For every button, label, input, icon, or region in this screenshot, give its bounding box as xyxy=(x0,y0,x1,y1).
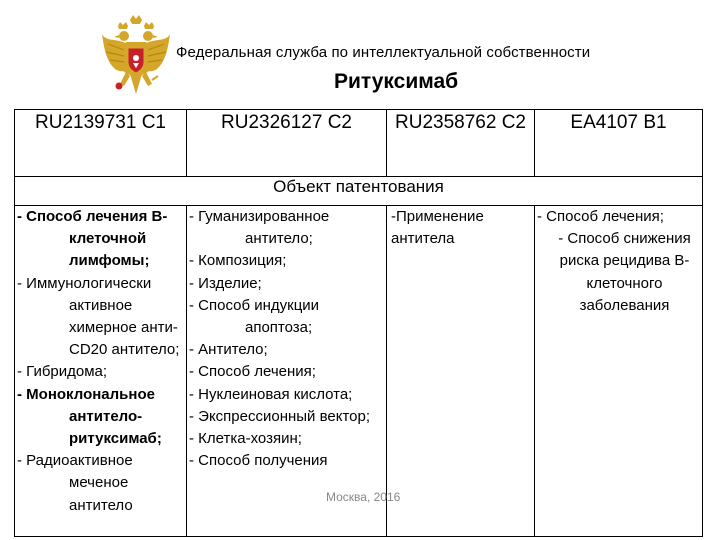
claim-item: - Композиция; xyxy=(189,252,287,270)
agency-name: Федеральная служба по интеллектуальной собственности xyxy=(176,44,591,61)
claim-item: - Способ лечения B-клеточной лимфомы; xyxy=(17,208,168,270)
coat-of-arms-icon xyxy=(100,14,172,104)
patent-number-header: EA4107 B1 xyxy=(535,110,703,177)
patent-header-row xyxy=(15,110,703,177)
footer-location-year: Москва, 2016 xyxy=(326,490,401,504)
claim-item: - Экспрессионный вектор; xyxy=(189,407,371,425)
claim-item: - Изделие; xyxy=(189,274,262,292)
claim-item: - Способ лечения; xyxy=(537,208,664,225)
claim-item: - Гуманизированное антитело; xyxy=(189,208,330,248)
claims-cell-ru2358762 xyxy=(387,206,535,537)
patent-table xyxy=(14,109,703,537)
claim-item: - Клетка-хозяин; xyxy=(189,430,302,448)
claims-cell-ea4107 xyxy=(535,206,703,537)
section-label: Объект патентования xyxy=(15,177,703,206)
claims-row xyxy=(15,206,703,537)
claim-item: - Гибридома; xyxy=(17,363,108,381)
claim-item: - Радиоактивное меченое антитело xyxy=(17,452,133,514)
claim-item: - Нуклеиновая кислота; xyxy=(189,385,353,403)
claims-cell-ru2139731 xyxy=(15,206,187,537)
claims-cell-ru2326127 xyxy=(187,206,387,537)
patent-number-header: RU2326127 C2 xyxy=(187,110,387,177)
claim-item: -Применение антитела xyxy=(391,208,484,248)
patent-number-header: RU2358762 C2 xyxy=(387,110,535,177)
section-row xyxy=(15,177,703,206)
claim-item: - Моноклональное антитело-ритуксимаб; xyxy=(17,385,162,448)
claim-item: - Способ лечения; xyxy=(189,363,316,381)
claim-item: - Способ получения xyxy=(189,452,328,470)
claim-item: - Антитело; xyxy=(189,341,268,359)
claim-item: - Способ индукции апоптоза; xyxy=(189,296,320,337)
claim-item: - Иммунологически активное химерное анти-CD20 антитело; xyxy=(17,274,180,359)
claim-item: - Способ снижения риска рецидива B-клеточного заболевания xyxy=(558,230,691,314)
patent-number-header: RU2139731 C1 xyxy=(15,110,187,177)
page-title: Ритуксимаб xyxy=(334,70,459,93)
